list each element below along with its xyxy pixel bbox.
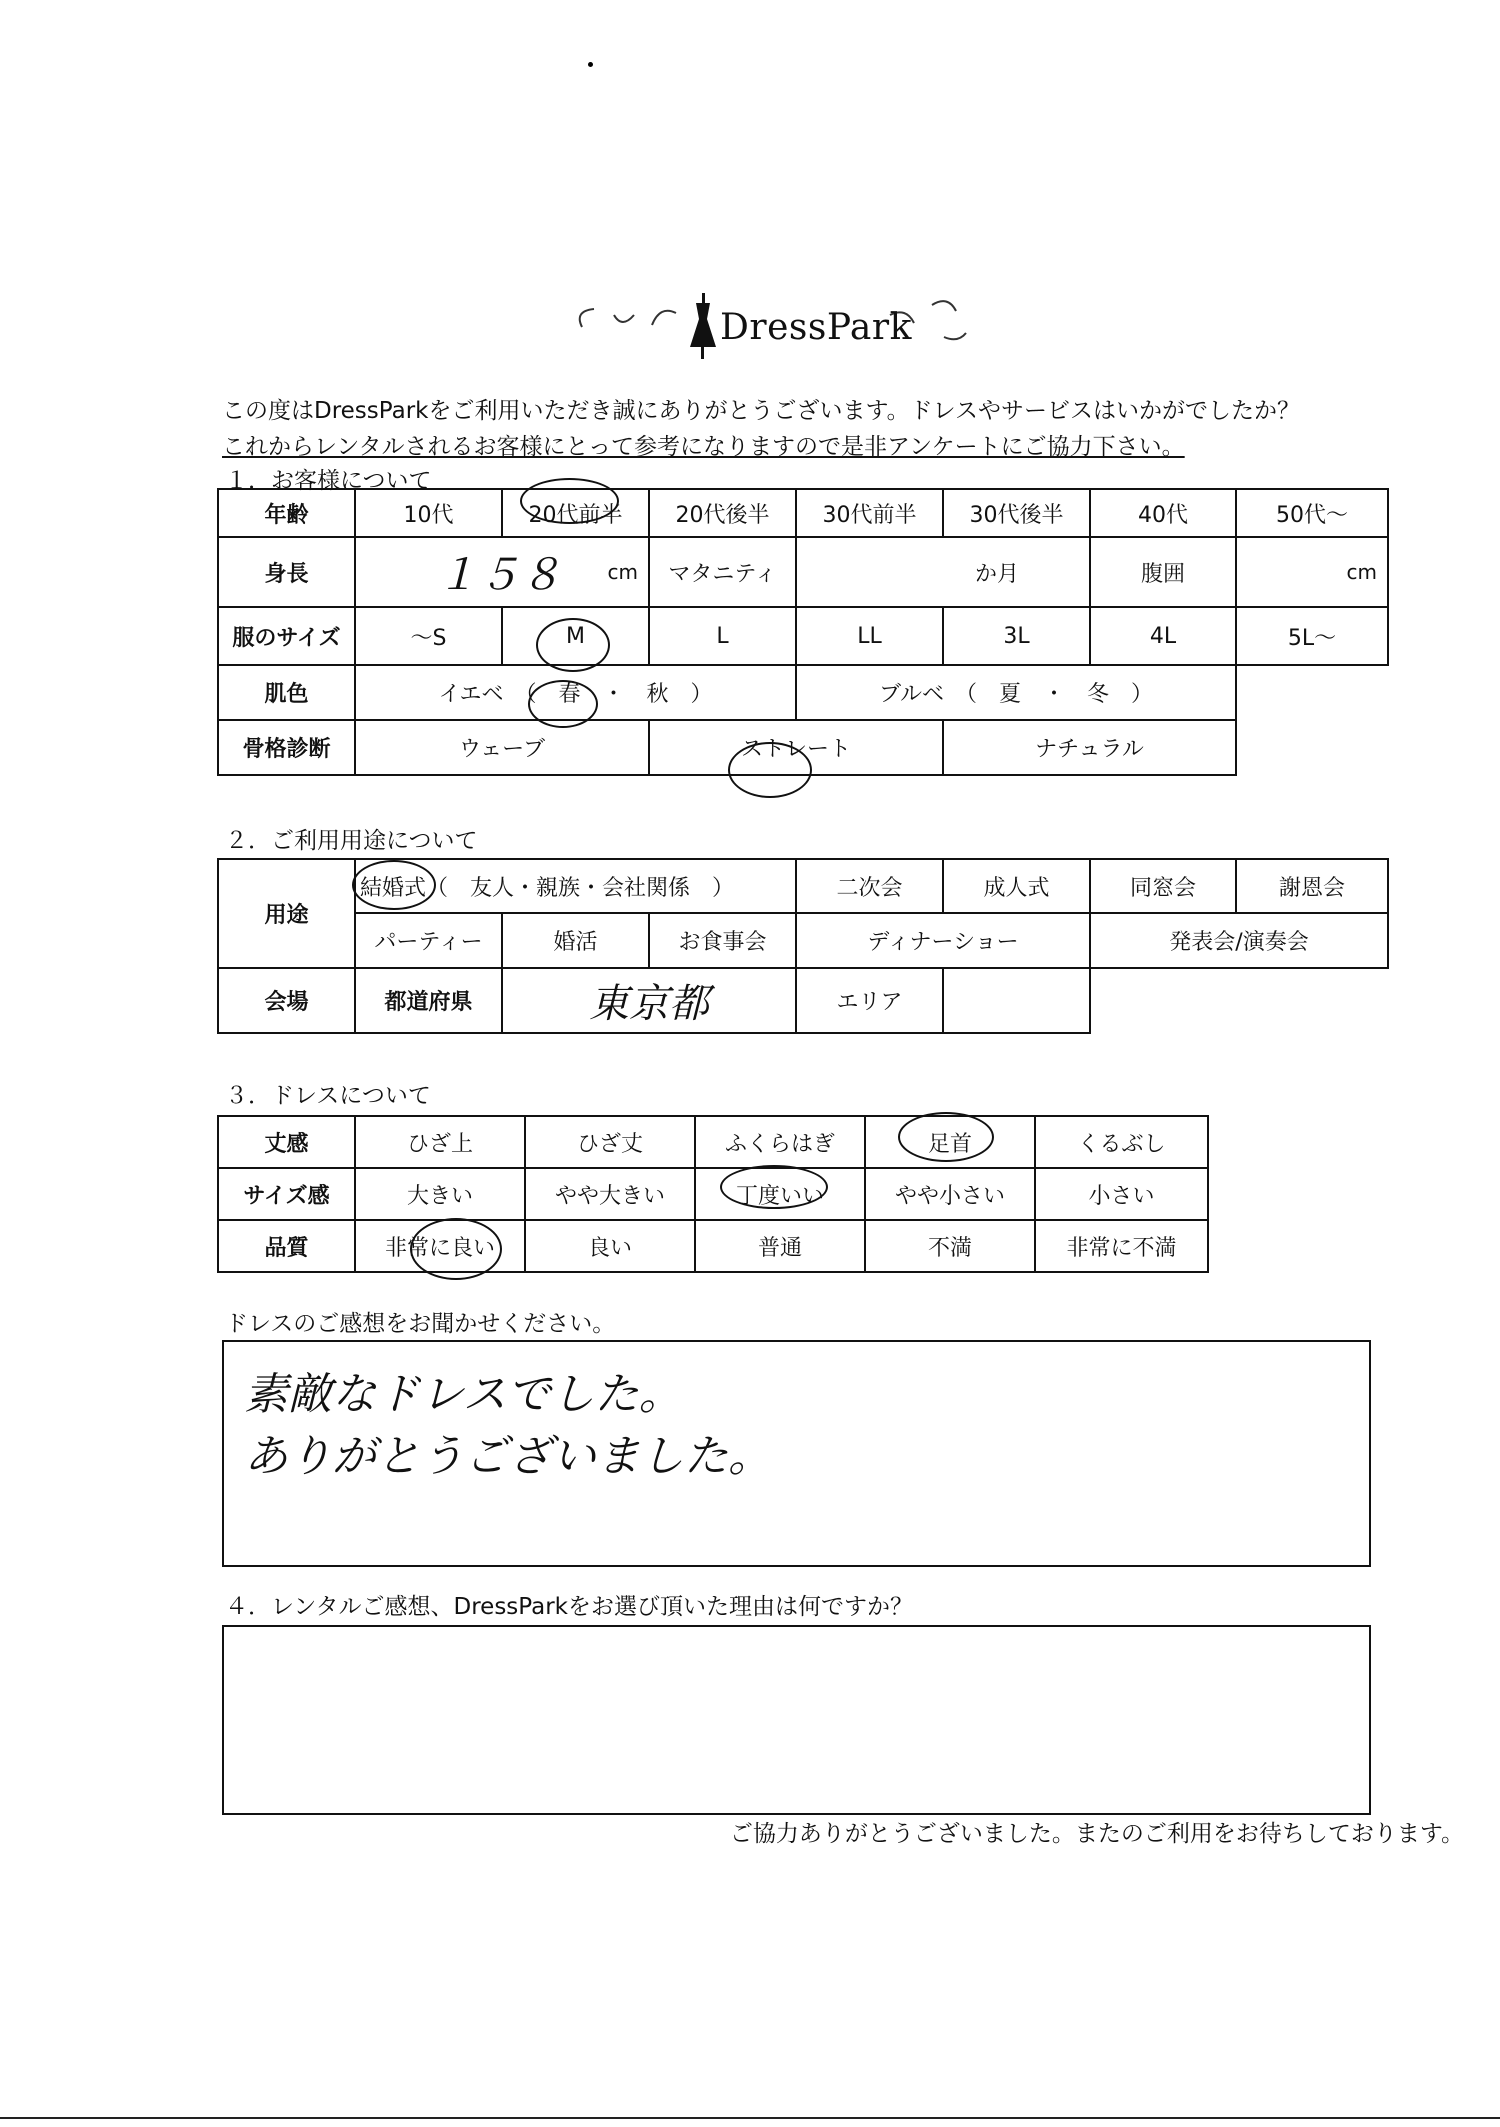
usage-row-1	[218, 859, 1388, 913]
size-option[interactable]: L	[649, 607, 796, 665]
area-label: エリア	[796, 968, 943, 1033]
maternity-unit: か月	[974, 561, 1019, 587]
intro-line-2: これからレンタルされるお客様にとって参考になりますので是非アンケートにご協力下さい。	[222, 434, 1185, 460]
quality-option[interactable]: 良い	[525, 1220, 695, 1272]
dress-table	[217, 1115, 1209, 1273]
maternity-label: マタニティ	[649, 537, 796, 607]
comment-box[interactable]	[222, 1340, 1371, 1567]
thank-you-footer: ご協力ありがとうございました。またのご利用をお待ちしております。	[729, 1821, 1464, 1847]
age-option[interactable]: 10代	[355, 489, 502, 537]
purpose-option[interactable]: 謝恩会	[1236, 859, 1388, 913]
skin-label: 肌色	[218, 665, 355, 720]
comment-line: 素敵なドレスでした。	[244, 1369, 683, 1420]
purpose-option[interactable]: 発表会/演奏会	[1090, 913, 1388, 968]
usage-row-2	[218, 913, 1388, 968]
age-row	[218, 489, 1388, 537]
purpose-option[interactable]: 同窓会	[1090, 859, 1236, 913]
frame-option[interactable]: ウェーブ	[355, 720, 649, 775]
age-option[interactable]: 30代後半	[943, 489, 1090, 537]
fit-option[interactable]: やや小さい	[865, 1168, 1035, 1220]
size-option[interactable]: ～S	[355, 607, 502, 665]
length-label: 丈感	[218, 1116, 355, 1168]
length-option[interactable]: ひざ丈	[525, 1116, 695, 1168]
purpose-option[interactable]: ディナーショー	[796, 913, 1090, 968]
prefecture-field[interactable]	[502, 968, 796, 1033]
maternity-field[interactable]	[796, 537, 1090, 607]
section-4-title: ４．レンタルご感想、DressParkをお選び頂いた理由は何ですか？	[225, 1594, 913, 1620]
waist-field[interactable]	[1236, 537, 1388, 607]
usage-table	[217, 858, 1389, 1034]
size-option[interactable]: 4L	[1090, 607, 1236, 665]
height-label: 身長	[218, 537, 355, 607]
length-row	[218, 1116, 1208, 1168]
size-option[interactable]: LL	[796, 607, 943, 665]
age-option[interactable]: 30代前半	[796, 489, 943, 537]
fit-row	[218, 1168, 1208, 1220]
waist-label: 腹囲	[1090, 537, 1236, 607]
section-2-title: ２．ご利用用途について	[225, 828, 478, 854]
dresspark-logo	[560, 285, 980, 365]
prefecture-value: 東京都	[589, 981, 709, 1027]
quality-label: 品質	[218, 1220, 355, 1272]
purpose-label: 用途	[218, 859, 355, 968]
purpose-option[interactable]: 婚活	[502, 913, 649, 968]
fit-label: サイズ感	[218, 1168, 355, 1220]
quality-option[interactable]: 普通	[695, 1220, 865, 1272]
purpose-wedding-option[interactable]: 結婚式（ 友人・親族・会社関係 ）	[355, 859, 796, 913]
length-option[interactable]: くるぶし	[1035, 1116, 1208, 1168]
age-option-selected[interactable]: 20代前半	[502, 489, 649, 537]
purpose-option[interactable]: お食事会	[649, 913, 796, 968]
logo-text: DressPark	[720, 307, 912, 348]
size-row	[218, 607, 1388, 665]
quality-option-selected[interactable]: 非常に良い	[355, 1220, 525, 1272]
purpose-option[interactable]: 二次会	[796, 859, 943, 913]
frame-option-selected[interactable]: ストレート	[649, 720, 943, 775]
size-option[interactable]: 3L	[943, 607, 1090, 665]
intro-line-1: この度はDressParkをご利用いただき誠にありがとうございます。ドレスやサービスはいかがでしたか？	[222, 398, 1300, 424]
height-row	[218, 537, 1388, 607]
section-3-title: ３．ドレスについて	[225, 1083, 431, 1109]
height-value: １５８	[436, 550, 563, 599]
area-field[interactable]	[943, 968, 1090, 1033]
quality-row	[218, 1220, 1208, 1272]
frame-option[interactable]: ナチュラル	[943, 720, 1236, 775]
age-option[interactable]: 40代	[1090, 489, 1236, 537]
section-1-title: １．お客様について	[225, 468, 432, 494]
comment-prompt: ドレスのご感想をお聞かせください。	[225, 1311, 616, 1337]
skin-yellow-option[interactable]: イエベ （ 春 ・ 秋 ）	[355, 665, 796, 720]
fit-option[interactable]: 小さい	[1035, 1168, 1208, 1220]
skin-blue-option[interactable]: ブルベ （ 夏 ・ 冬 ）	[796, 665, 1236, 720]
customer-table	[217, 488, 1389, 776]
purpose-option[interactable]: パーティー	[355, 913, 502, 968]
bottom-rule	[0, 2117, 1500, 2119]
size-label: 服のサイズ	[218, 607, 355, 665]
waist-unit: cm	[1346, 560, 1377, 584]
purpose-option[interactable]: 成人式	[943, 859, 1090, 913]
fit-option[interactable]: 大きい	[355, 1168, 525, 1220]
fit-option-selected[interactable]: 丁度いい	[695, 1168, 865, 1220]
fit-option[interactable]: やや大きい	[525, 1168, 695, 1220]
prefecture-label: 都道府県	[355, 968, 502, 1033]
age-label: 年齢	[218, 489, 355, 537]
height-unit: cm	[607, 560, 638, 584]
age-option[interactable]: 20代後半	[649, 489, 796, 537]
age-option[interactable]: 50代～	[1236, 489, 1388, 537]
length-option[interactable]: ふくらはぎ	[695, 1116, 865, 1168]
size-option-selected[interactable]: M	[502, 607, 649, 665]
length-option[interactable]: ひざ上	[355, 1116, 525, 1168]
venue-label: 会場	[218, 968, 355, 1033]
size-option[interactable]: 5L～	[1236, 607, 1388, 665]
quality-option[interactable]: 非常に不満	[1035, 1220, 1208, 1272]
reason-answer-box[interactable]	[222, 1625, 1371, 1815]
frame-label: 骨格診断	[218, 720, 355, 775]
frame-row	[218, 720, 1388, 775]
comment-line: ありがとうございました。	[244, 1431, 772, 1482]
scan-speck	[588, 62, 593, 67]
height-field[interactable]	[355, 537, 649, 607]
venue-row	[218, 968, 1388, 1033]
length-option-selected[interactable]: 足首	[865, 1116, 1035, 1168]
quality-option[interactable]: 不満	[865, 1220, 1035, 1272]
skin-row	[218, 665, 1388, 720]
